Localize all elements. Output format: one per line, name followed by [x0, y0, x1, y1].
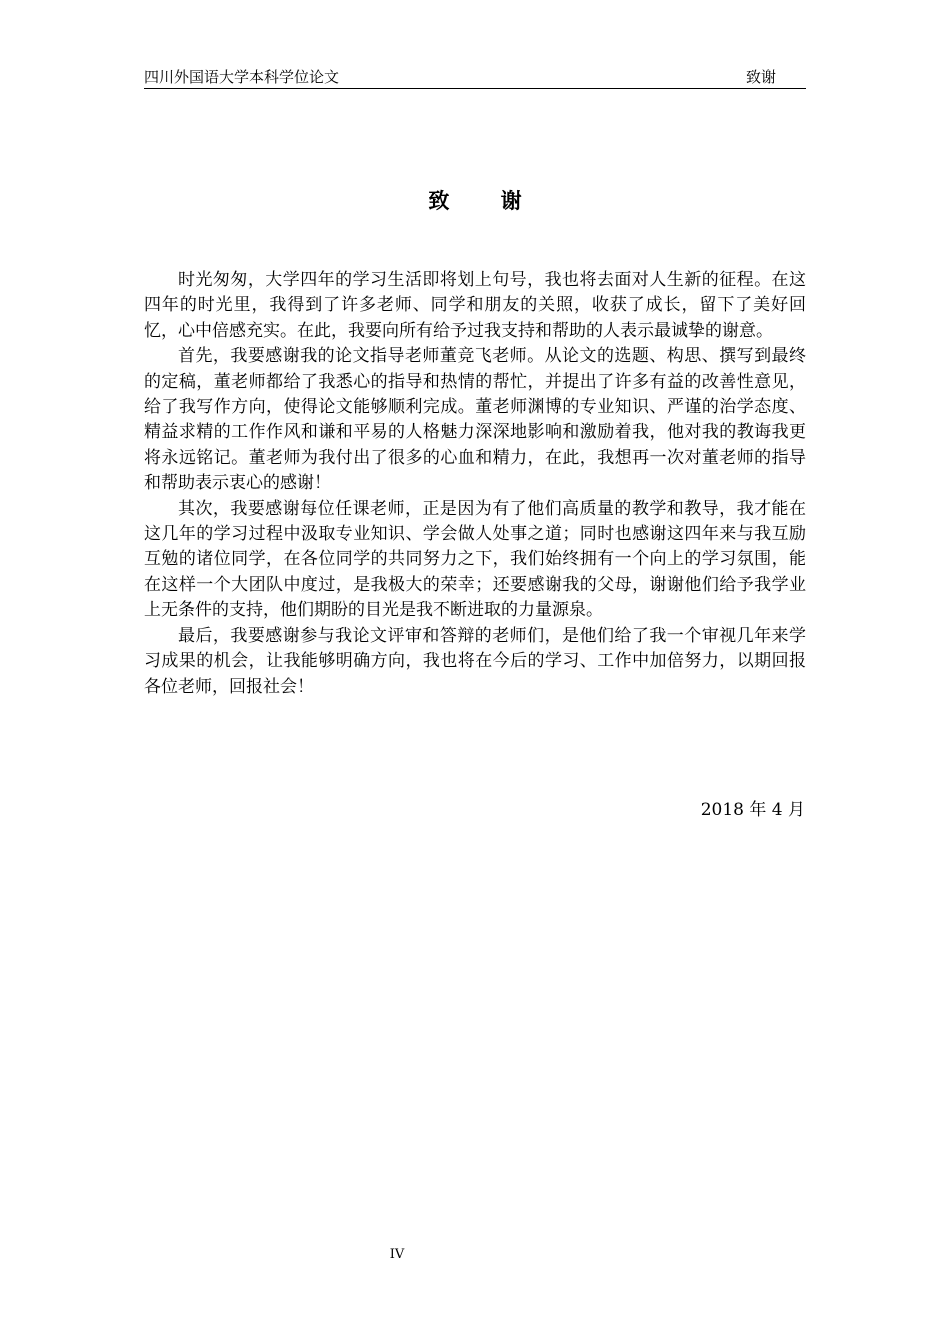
paragraph-advisor: 首先，我要感谢我的论文指导老师董竞飞老师。从论文的选题、构思、撰写到最终的定稿，董老师都给了我悉心的指导和热情的帮忙，并提出了许多有益的改善性意见，给了我写作方向，使得论文能够顺利完成。董老师渊博的专业知识、严谨的治学态度、精益求精的工作作风和谦和平易的人格魅力深深地影响和激励着我，他对我的教诲我更将永远铭记。董老师为我付出了很多的心血和精力，在此，我想再一次对董老师的指导和帮助表示衷心的感谢！ — [144, 346, 806, 494]
paragraph-teachers-family: 其次，我要感谢每位任课老师，正是因为有了他们高质量的教学和教导，我才能在这几年的学习过程中汲取专业知识、学会做人处事之道；同时也感谢这四年来与我互励互勉的诸位同学，在各位同学的共同努力之下，我们始终拥有一个向上的学习氛围，能在这样一个大团队中度过，是我极大的荣幸；还要感谢我的父母，谢谢他们给予我学业上无条件的支持，他们期盼的目光是我不断进取的力量源泉。 — [144, 498, 806, 621]
header-thesis-name: 四川外国语大学本科学位论文 — [144, 68, 340, 86]
acknowledgement-body — [144, 268, 806, 700]
page-number: IV — [389, 1247, 405, 1262]
header-section-name: 致谢 — [745, 68, 776, 86]
page-title: 致 谢 — [428, 189, 544, 213]
date: 2018 年 4 月 — [700, 800, 805, 820]
page-header — [144, 66, 806, 89]
paragraph-intro: 时光匆匆，大学四年的学习生活即将划上句号，我也将去面对人生新的征程。在这四年的时光里，我得到了许多老师、同学和朋友的关照，收获了成长，留下了美好回忆，心中倍感充实。在此，我要向所有给予过我支持和帮助的人表示最诚挚的谢意。 — [144, 270, 806, 341]
paragraph-closing: 最后，我要感谢参与我论文评审和答辩的老师们，是他们给了我一个审视几年来学习成果的机会，让我能够明确方向，我也将在今后的学习、工作中加倍努力，以期回报各位老师，回报社会！ — [144, 625, 806, 697]
